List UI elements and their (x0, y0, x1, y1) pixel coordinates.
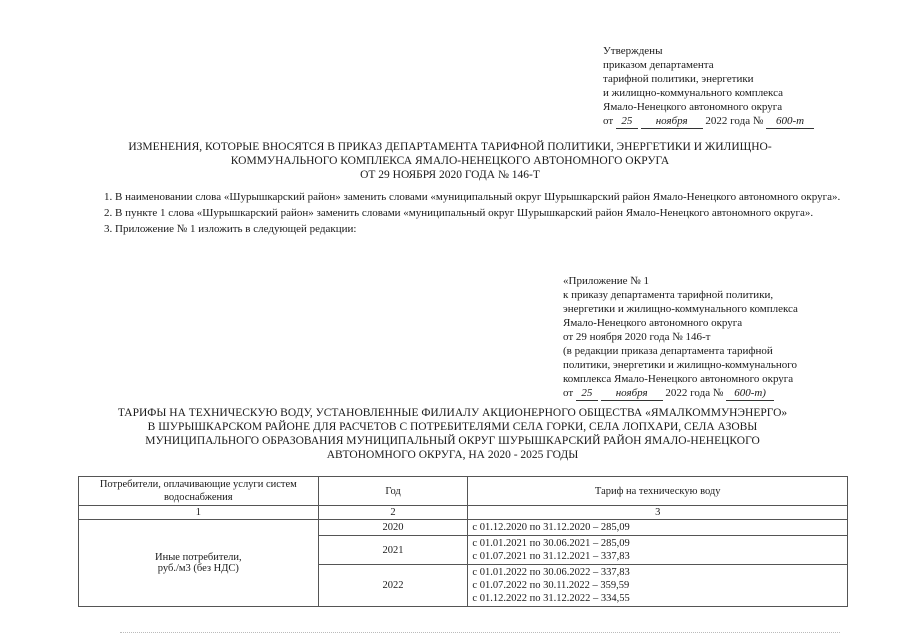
tariff-table (78, 476, 848, 607)
appendix-line: от 29 ноября 2020 года № 146-т (563, 331, 711, 343)
header-year: Год (318, 477, 468, 506)
date-day: 25 (576, 386, 598, 401)
consumer-cell (79, 520, 319, 607)
change-item: 1. В наименовании слова «Шурышкарский район» заменить словами «муниципальный округ Шурышкарский район Ямало-Ненецкого автономного округа». (115, 190, 870, 204)
approval-line: и жилищно-коммунального комплекса (603, 87, 784, 99)
appendix-line: комплекса Ямало-Ненецкого автономного округа (563, 373, 794, 385)
changes-list (95, 190, 870, 238)
column-number: 2 (318, 506, 468, 520)
approval-line: приказом департамента (603, 59, 714, 71)
change-item: 3. Приложение № 1 изложить в следующей редакции: (115, 222, 870, 236)
appendix-date-line (563, 386, 863, 401)
tariff-value: с 01.12.2020 по 31.12.2020 – 285,09 (472, 522, 630, 533)
tariff-value: с 01.01.2022 по 30.06.2022 – 337,83 (472, 567, 630, 578)
tariff-value: с 01.12.2022 по 31.12.2022 – 334,55 (472, 593, 630, 604)
tariff-cell (468, 565, 848, 607)
title-line: ИЗМЕНЕНИЯ, КОТОРЫЕ ВНОСЯТСЯ В ПРИКАЗ ДЕПАРТАМЕНТА ТАРИФНОЙ ПОЛИТИКИ, ЭНЕРГЕТИКИ И ЖИЛИЩНО- (128, 141, 772, 153)
appendix-line: «Приложение № 1 (563, 275, 650, 287)
appendix-line: (в редакции приказа департамента тарифной (563, 345, 773, 357)
header-tariff: Тариф на техническую воду (468, 477, 848, 506)
date-year: 2022 года № (665, 387, 724, 399)
tariff-value: с 01.01.2021 по 30.06.2021 – 285,09 (472, 538, 630, 549)
date-month: ноября (601, 386, 663, 401)
document-title (70, 140, 830, 182)
date-day: 25 (616, 114, 638, 129)
approval-block (603, 44, 903, 129)
approval-line: Ямало-Ненецкого автономного округа (603, 101, 783, 113)
title-line: КОММУНАЛЬНОГО КОМПЛЕКСА ЯМАЛО-НЕНЕЦКОГО АВТОНОМНОГО ОКРУГА (230, 155, 670, 167)
appendix-line: к приказу департамента тарифной политики, (563, 289, 774, 301)
order-number: 600-т (766, 114, 814, 129)
tariff-title-line: ТАРИФЫ НА ТЕХНИЧЕСКУЮ ВОДУ, УСТАНОВЛЕННЫЕ ФИЛИАЛУ АКЦИОНЕРНОГО ОБЩЕСТВА «ЯМАЛКОММУНЭНЕРГО» (117, 407, 788, 419)
approval-line: тарифной политики, энергетики (603, 73, 754, 85)
title-line: ОТ 29 НОЯБРЯ 2020 ГОДА № 146-Т (360, 169, 540, 181)
column-number: 3 (468, 506, 848, 520)
tariff-title (60, 406, 845, 462)
tariff-value: с 01.07.2021 по 31.12.2021 – 337,83 (472, 551, 630, 562)
year-cell: 2020 (318, 520, 468, 536)
page-edge-divider (120, 632, 840, 633)
column-number-row (79, 506, 848, 520)
tariff-title-line: АВТОНОМНОГО ОКРУГА, НА 2020 - 2025 ГОДЫ (326, 449, 579, 461)
year-cell: 2021 (318, 536, 468, 565)
table-header-row (79, 477, 848, 506)
tariff-value: с 01.07.2022 по 30.11.2022 – 359,59 (472, 580, 630, 591)
date-prefix: от (603, 115, 614, 127)
appendix-line: энергетики и жилищно-коммунального комплекса (563, 303, 798, 315)
tariff-cell (468, 536, 848, 565)
approval-line: Утверждены (603, 45, 663, 57)
date-year: 2022 года № (705, 115, 764, 127)
appendix-line: политики, энергетики и жилищно-коммунального (563, 359, 797, 371)
consumer-unit: руб./м3 (без НДС) (157, 563, 239, 574)
order-number: 600-т) (726, 386, 774, 401)
tariff-title-line: МУНИЦИПАЛЬНОГО ОБРАЗОВАНИЯ МУНИЦИПАЛЬНЫЙ ОКРУГ ШУРЫШКАРСКИЙ РАЙОН ЯМАЛО-НЕНЕЦКОГО (145, 435, 760, 447)
table-row (79, 520, 848, 536)
approval-date-line (603, 114, 903, 129)
appendix-line: Ямало-Ненецкого автономного округа (563, 317, 743, 329)
consumer-label: Иные потребители, (155, 552, 242, 563)
date-prefix: от (563, 387, 574, 399)
year-cell: 2022 (318, 565, 468, 607)
column-number: 1 (79, 506, 319, 520)
change-item: 2. В пункте 1 слова «Шурышкарский район» заменить словами «муниципальный округ Шурышкарский район Ямало-Ненецкого автономного округа». (115, 206, 870, 220)
header-consumers: Потребители, оплачивающие услуги систем водоснабжения (79, 477, 319, 506)
date-month: ноября (641, 114, 703, 129)
tariff-cell (468, 520, 848, 536)
appendix-block (563, 274, 863, 401)
tariff-title-line: В ШУРЫШКАРСКОМ РАЙОНЕ ДЛЯ РАСЧЕТОВ С ПОТРЕБИТЕЛЯМИ СЕЛА ГОРКИ, СЕЛА ЛОПХАРИ, СЕЛА АЗОВЫ (147, 421, 758, 433)
